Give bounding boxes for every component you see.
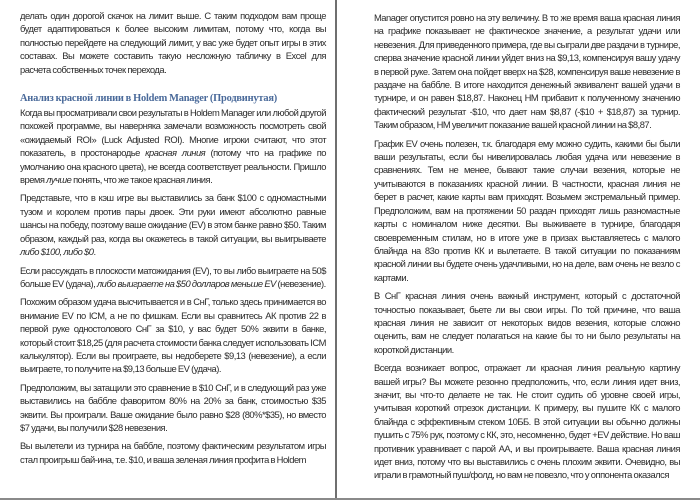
text-run: Когда вы просматривали свои результаты в Holdem Manager или любой другой похожей программе, вы наверняка замечали возможность посмотреть свой «ожидаемый ROI» (Luck Adjusted ROI). Многие игроки считают, что этот показатель, в простонародье: [20, 107, 326, 159]
section-heading: Анализ красной линии в Holdem Manager (Продвинутая): [20, 93, 278, 105]
document-page-left: [0, 0, 337, 498]
paragraph: [20, 106, 326, 186]
italic-text: лучше: [46, 174, 72, 186]
paragraph: Вы вылетели из турнира на баббле, поэтому фактическим результатом игры стал проигрыш бай-ина, т.е. $10, и ваша зеленая линия профита в Holdem: [20, 440, 326, 465]
paragraph: В СнГ красная линия очень важный инструмент, который с достаточной точностью показывает, бьете ли вы свои игры. По той причине, что ваша красная линия не зависит от некоторых видов везения, которые сложно оценить, вам не следует полагаться на какие бы то ни было результаты на короткой дистанции.: [374, 290, 680, 355]
page-text: [374, 11, 680, 487]
document-page-right: [337, 0, 700, 498]
paragraph: Похожим образом удача высчитывается и в СнГ, только здесь принимается во внимание EV по ICM, а не по фишкам. Если вы сравнитесь АК против 22 в первой руке одностолового СнГ за $10, у вас будет 50% эквити в банке, который стоит $18,25 (для расчета стоимости банка следует использовать ICM калькулятор). Если вы проиграете, вы недоберете $9,13 (невезение), а если выиграете, то получите на $9,13 больше EV (удача).: [20, 296, 326, 375]
paragraph: делать один дорогой скачок на лимит выше. С таким подходом вам проще будет адаптироваться к более высоким лимитам, потому что, когда вы полностью перейдете на следующий лимит, у вас уже будет опыт игры в этих составах. Вы можете составить такую несложную табличку в Excel для расчета собственных точек перехода.: [20, 10, 326, 75]
text-run: понять, что же такое красная линия.: [71, 174, 213, 186]
text-run: Если рассуждать в плоскости матожидания (EV), то вы либо выиграете на 50$ больше EV (удача),: [20, 264, 326, 289]
page-text: [20, 9, 326, 471]
text-run: .: [93, 246, 96, 258]
text-run: (невезение).: [275, 277, 326, 289]
italic-text: красная линия: [145, 147, 206, 159]
paragraph: [20, 191, 326, 258]
paragraph: [20, 264, 326, 291]
paragraph: Manager опустится ровно на эту величину. В то же время ваша красная линия на графике показывает не фактическое значение, а результат удачи или невезения. Для приведенного примера, где вы сыграли две раздачи в турнире, сперва значение красной линии уйдет вниз на $9,13, компенсируя вашу удачу в первой руке. Затем она пойдет вверх на $28, компенсируя ваше невезение в раздаче на баббле. В итоге находится денежный эквивалент вашей удачи в турнире, и он равен $18,87. Наконец НМ прибавит к полученному значению фактический результат -$10, что дает нам $8,87 (-$10 + $18,87) за турнир. Таким образом, НМ увеличит показание вашей красной линии на $8,87.: [374, 12, 680, 131]
paragraph: График EV очень полезен, т.к. благодаря ему можно судить, какими бы были ваши результаты, если бы нивелировалась любая удача или невезение в сравнениях. Тем не менее, бывают такие случаи везения, которые не учитываются в показаниях красной линии. В частности, красная линия не берет в расчет, какие карты вам приходят. Возьмем экстремальный пример. Предположим, вам на протяжении 50 раздач приходят лишь разномастные карты с номиналом ниже десятки. Вы выживаете в турнире, благодаря своевременным стилам, но в итоге уже в призах выставляетесь с малого блайнда на 83о против КК и вылетаете. В такой ситуации по показаниям красной линии вы будете очень удачливыми, но на деле, вам очень не везло с картами.: [374, 137, 680, 283]
italic-text: либо выиграете на $50 долларов меньше EV: [96, 277, 276, 289]
text-run: Представьте, что в кэш игре вы выставились за банк $100 с одномастными тузом и королем против пары двоек. Эти руки имеют абсолютно равные шансы на победу, поэтому ваше ожидание (EV) в этом банке равно $50. Таким образом, каждый раз, когда вы окажетесь в такой ситуации, вы выигрываете: [20, 192, 326, 244]
paragraph: Всегда возникает вопрос, отражает ли красная линия реальную картину вашей игры? Вы можете резонно предположить, что, если линия идет вниз, значит, вы что-то делаете не так. Не стоит судить об уровне своей игры, учитывая короткий отрезок дистанции. К примеру, вы пушите КК с малого блайнда с эффективным стеком 10ББ. В этой ситуации вы обычно должны пушить с 75% рук, поэтому с КК, это, несомненно, будет +EV действие. Но ваш противник уравнивает с парой АА, и вы проигрываете. Ваша красная линия идет вниз, потому что вы выставились с очень плохим эквити. Очевидно, вы играли в грамотный пуш/фолд, но вам не повезло, что у оппонента оказался: [374, 362, 680, 481]
italic-text: либо $100, либо $0: [20, 246, 94, 258]
paragraph: Предположим, вы затащили это сравнение в $10 СнГ, и в следующий раз уже выставились на баббле фаворитом 80% на 20% за банк, стоимостью $35 эквити. Вы проиграли. Ваше ожидание было равно $28 (80%*$35), но вместо $7 удачи, вы получили $28 невезения.: [20, 381, 326, 433]
text-run: (потому что на графике по умолчанию она красного цвета), не всегда соответствует реальности. Пришло время: [20, 147, 327, 186]
